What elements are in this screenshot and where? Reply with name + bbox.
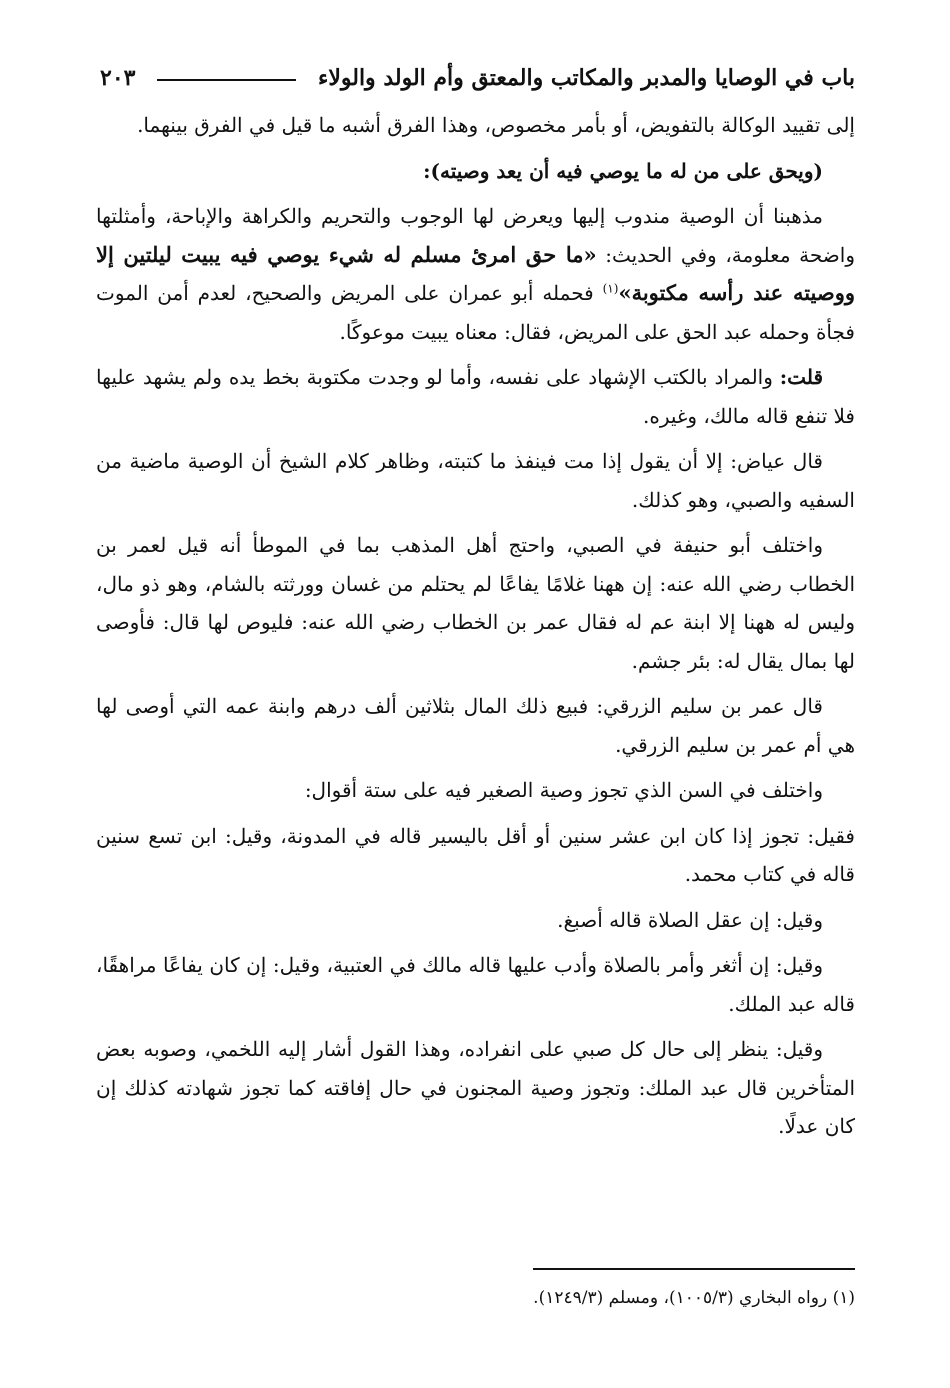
- header-rule: [157, 79, 296, 81]
- paragraph-2-heading: (ويحق على من له ما يوصي فيه أن يعد وصيته):: [423, 158, 823, 183]
- paragraph-9: فقيل: تجوز إذا كان ابن عشر سنين أو أقل باليسير قاله في المدونة، وقيل: ابن تسع سنين قاله في كتاب محمد.: [96, 823, 855, 886]
- footnote-marker: (١): [602, 281, 619, 296]
- paragraph-12: وقيل: ينظر إلى حال كل صبي على انفراده، وهذا القول أشار إليه اللخمي، وصوبه بعض المتأخرين قال عبد الملك: وتجوز وصية المجنون في حال إفاقته كما تجوز شهادته كذلك إن كان عدلًا.: [96, 1037, 855, 1138]
- paragraph-4: [96, 358, 855, 435]
- paragraph-5: قال عياض: إلا أن يقول إذا مت فينفذ ما كتبته، وظاهر كلام الشيخ أن الوصية ماضية من السفيه والصبي، وهو كذلك.: [96, 449, 855, 512]
- running-title: باب في الوصايا والمدبر والمكاتب والمعتق وأم الولد والولاء: [317, 65, 855, 91]
- page-number: ٢٠٣: [100, 65, 136, 91]
- paragraph-6: واختلف أبو حنيفة في الصبي، واحتج أهل المذهب بما في الموطأ أنه قيل لعمر بن الخطاب رضي الله عنه: إن ههنا غلامًا يفاعًا لم يحتلم من غسان وورثته بالشام، وهو ذو مال، وليس له ههنا إلا ابنة عم له فقال عمر بن الخطاب رضي الله عنه: فليوص لها قال: فأوصى لها بمال يقال له: بئر جشم.: [96, 533, 855, 673]
- paragraph-3-text-b: فحمله أبو عمران على المريض والصحيح، لعدم أمن الموت فجأة وحمله عبد الحق على المريض، فقال: معناه يبيت موعوكًا.: [96, 281, 855, 344]
- paragraph-4-lead: قلت:: [779, 365, 823, 389]
- paragraph-7: قال عمر بن سليم الزرقي: فبيع ذلك المال بثلاثين ألف درهم وابنة عمه التي أوصى لها هي أم عمر بن سليم الزرقي.: [96, 694, 855, 757]
- hadith-quote: «ما حق امرئ مسلم له شيء يوصي فيه يبيت ليلتين إلا ووصيته عند رأسه مكتوبة»: [96, 241, 855, 305]
- footnote-rule: [533, 1268, 855, 1270]
- paragraph-4-text: والمراد بالكتب الإشهاد على نفسه، وأما لو وجدت مكتوبة بخط يده ولم يشهد عليها فلا تنفع قاله مالك، وغيره.: [96, 365, 855, 428]
- footnote: (١) رواه البخاري (١٠٠٥/٣)، ومسلم (١٢٤٩/٣).: [533, 1288, 855, 1308]
- paragraph-11: وقيل: إن أثغر وأمر بالصلاة وأدب عليها قاله مالك في العتبية، وقيل: إن كان يفاعًا مراهقًا، قاله عبد الملك.: [96, 953, 855, 1016]
- paragraph-10: وقيل: إن عقل الصلاة قاله أصبغ.: [557, 907, 823, 932]
- paragraph-8: واختلف في السن الذي تجوز وصية الصغير فيه على ستة أقوال:: [304, 778, 823, 802]
- paragraph-3: [96, 197, 855, 351]
- paragraph-1: إلى تقييد الوكالة بالتفويض، أو بأمر مخصوص، وهذا الفرق أشبه ما قيل في الفرق بينهما.: [137, 113, 855, 137]
- page-body: [96, 106, 855, 1153]
- page-header: [100, 58, 855, 98]
- paragraph-3-text-a: مذهبنا أن الوصية مندوب إليها ويعرض لها الوجوب والتحريم والكراهة والإباحة، وأمثلتها واضحة معلومة، وفي الحديث:: [96, 204, 855, 267]
